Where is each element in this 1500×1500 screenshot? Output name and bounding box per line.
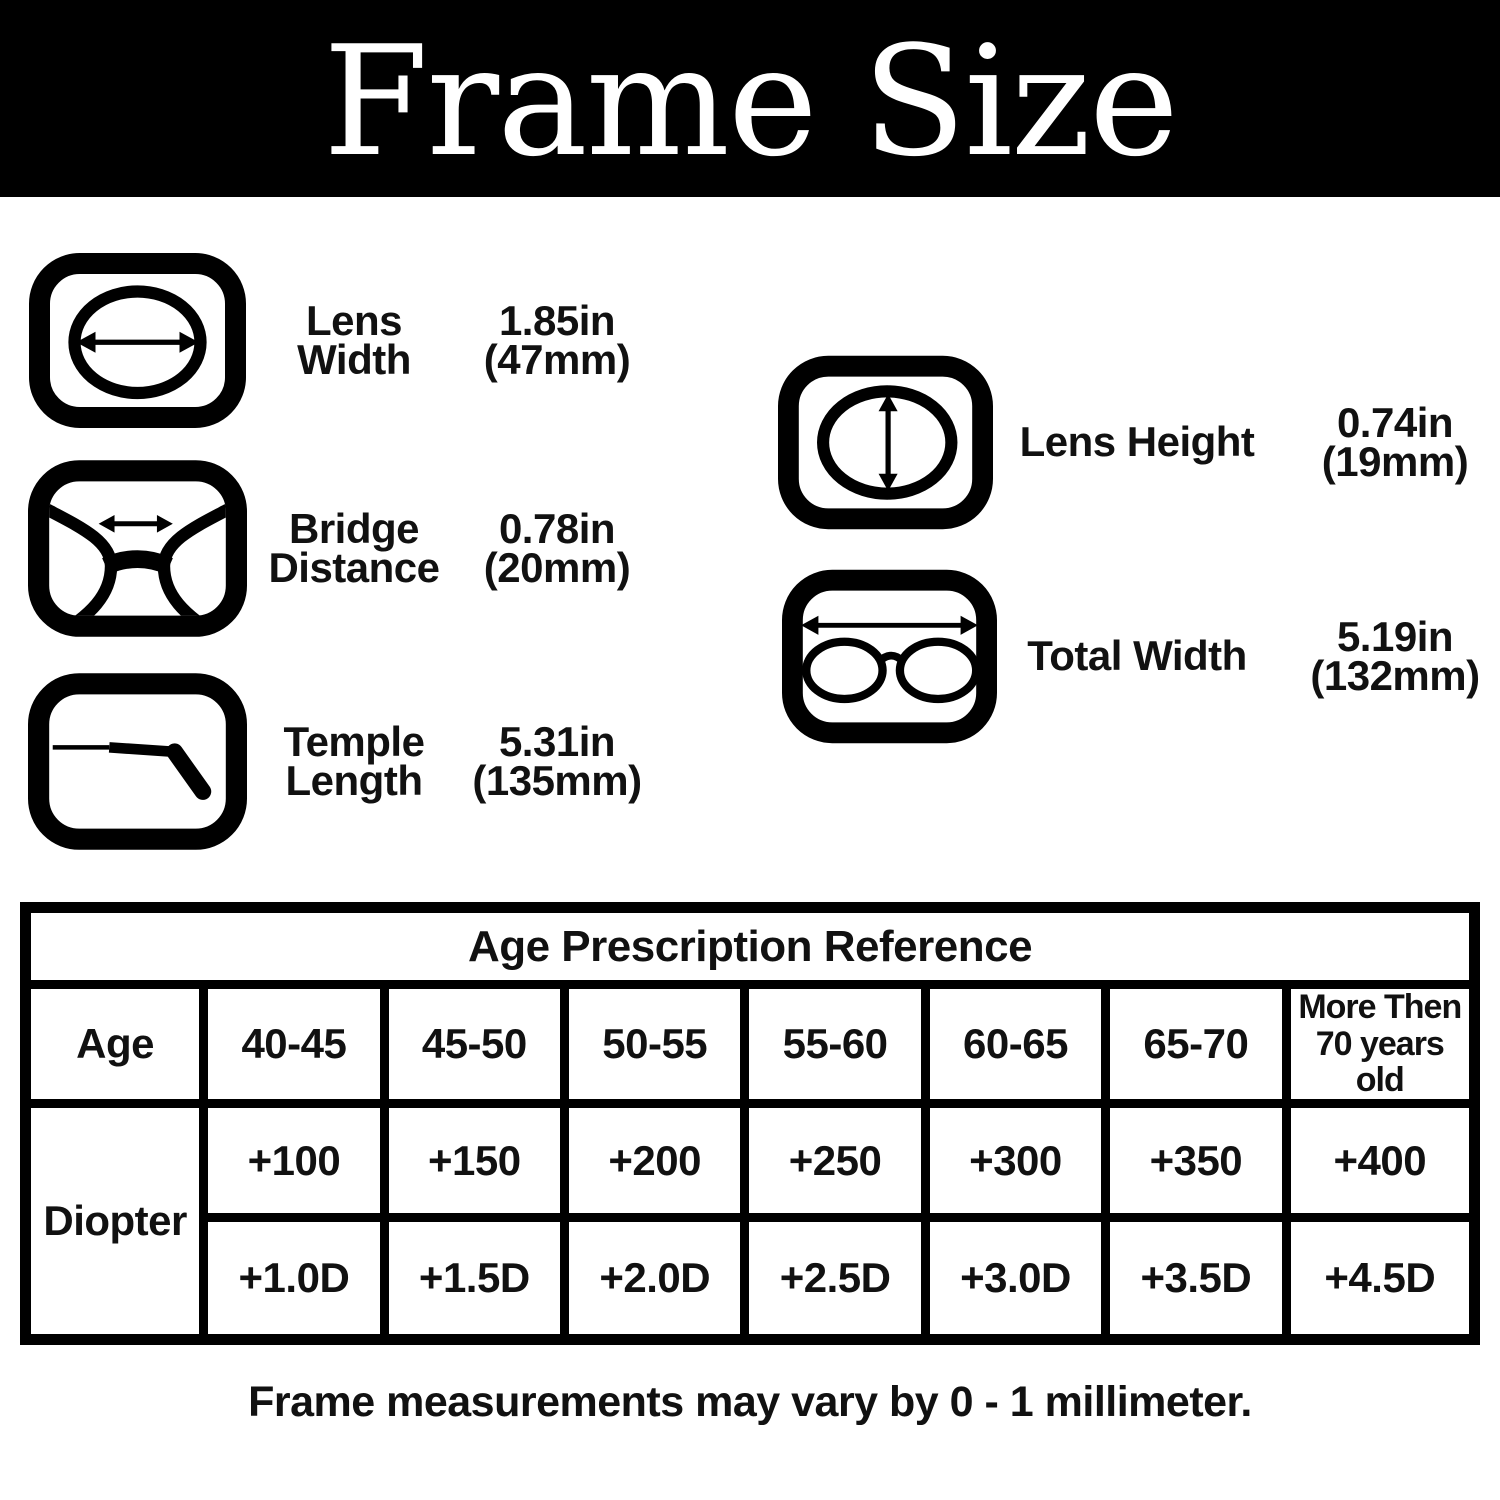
lens-width-value-mm: (47mm) — [483, 335, 631, 383]
temple-length-icon — [28, 672, 247, 851]
lens-width-value-inch: 1.85in — [498, 296, 616, 344]
diopter-cell: +200 — [565, 1104, 745, 1218]
lens-width-value — [457, 253, 657, 428]
total-width-value-mm: (132mm) — [1310, 651, 1480, 699]
temple-length-value-inch: 5.31in — [498, 717, 616, 765]
diopter-cell: +300 — [925, 1104, 1105, 1218]
age-prescription-table — [20, 902, 1480, 1345]
diopter-cell: +1.0D — [204, 1218, 384, 1340]
age-range-cell: 45-50 — [384, 985, 564, 1104]
total-width-value-inch: 5.19in — [1336, 612, 1454, 660]
age-range-cell: 55-60 — [745, 985, 925, 1104]
diopter-cell: +3.5D — [1106, 1218, 1286, 1340]
bridge-distance-value-inch: 0.78in — [498, 504, 616, 552]
bridge-distance-value — [457, 460, 657, 637]
age-range-cell: 60-65 — [925, 985, 1105, 1104]
page-title: Frame Size — [323, 12, 1177, 190]
lens-height-icon — [778, 355, 993, 530]
bridge-distance-value-mm: (20mm) — [483, 543, 631, 591]
age-range-cell: 40-45 — [204, 985, 384, 1104]
table-title: Age Prescription Reference — [26, 908, 1475, 985]
total-width-icon — [782, 568, 997, 745]
total-width-label: Total Width — [1027, 632, 1247, 680]
lens-height-value-inch: 0.74in — [1336, 398, 1454, 446]
diopter-cell: +2.0D — [565, 1218, 745, 1340]
diopter-cell: +2.5D — [745, 1218, 925, 1340]
lens-height-value-mm: (19mm) — [1321, 437, 1469, 485]
bridge-distance-icon — [28, 460, 247, 637]
diopter-cell: +250 — [745, 1104, 925, 1218]
lens-height-value — [1290, 355, 1500, 530]
age-range-cell: 65-70 — [1106, 985, 1286, 1104]
diopter-cell: +1.5D — [384, 1218, 564, 1340]
age-range-cell: More Then 70 years old — [1286, 985, 1474, 1104]
diopter-cell: +150 — [384, 1104, 564, 1218]
diopter-cell: +100 — [204, 1104, 384, 1218]
lens-width-icon — [28, 253, 247, 428]
temple-length-label: Temple Length — [283, 717, 425, 804]
title-banner — [0, 0, 1500, 197]
diopter-cell: +350 — [1106, 1104, 1286, 1218]
diopter-cell: +3.0D — [925, 1218, 1105, 1340]
temple-length-value-mm: (135mm) — [472, 756, 642, 804]
temple-length-value — [457, 672, 657, 851]
diopter-cell: +400 — [1286, 1104, 1474, 1218]
age-range-cell: 50-55 — [565, 985, 745, 1104]
lens-width-label: Lens Width — [297, 296, 411, 383]
lens-height-label: Lens Height — [1019, 418, 1255, 466]
total-width-value — [1290, 568, 1500, 745]
bridge-distance-label: Bridge Distance — [268, 504, 440, 591]
tolerance-note: Frame measurements may vary by 0 - 1 millimeter. — [248, 1378, 1252, 1426]
diopter-header-cell: Diopter — [26, 1104, 204, 1340]
age-header-cell: Age — [26, 985, 204, 1104]
diopter-cell: +4.5D — [1286, 1218, 1474, 1340]
